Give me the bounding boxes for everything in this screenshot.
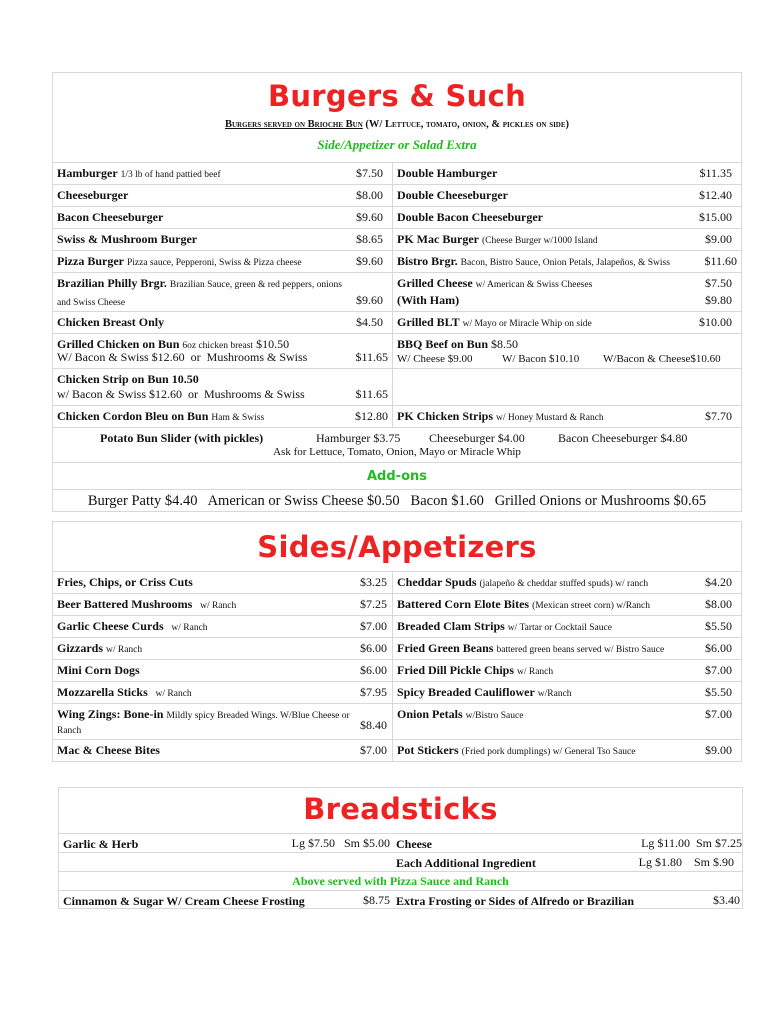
item-desc: w/ Ranch: [517, 667, 554, 677]
item-option: (With Ham): [397, 293, 460, 307]
item-price: $11.35: [699, 166, 732, 180]
item-price: $7.00: [705, 663, 732, 677]
item-name: Wing Zings: Bone-in: [57, 707, 164, 721]
item-name: Potato Bun Slider (with pickles): [100, 431, 264, 445]
item-price: Lg $7.50 Sm $5.00: [291, 836, 390, 850]
menu-item-cheese-bread: [392, 834, 742, 852]
item-name: Grilled BLT: [397, 315, 460, 329]
menu-item-hamburger: [53, 163, 392, 184]
slider-option: Bacon Cheeseburger $4.80: [558, 431, 688, 445]
menu-item-chicken-strip-bun: [53, 369, 392, 405]
breadsticks-section: [58, 787, 743, 909]
menu-row: [53, 184, 741, 206]
item-option: W/ Bacon & Swiss $12.60 or Mushrooms & Swiss: [57, 350, 308, 364]
menu-item-double-cheeseburger: [392, 185, 741, 206]
menu-item-beer-mushrooms: [53, 594, 392, 615]
menu-row: [59, 852, 742, 871]
burgers-section: [52, 72, 742, 512]
item-name: Double Hamburger: [397, 166, 498, 180]
item-name: Bistro Brgr.: [397, 254, 458, 268]
menu-item-cordon-bleu: [53, 406, 392, 427]
item-name: Fried Green Beans: [397, 641, 494, 655]
menu-item-pickle-chips: [392, 660, 741, 681]
item-desc: (Cheese Burger w/1000 Island: [481, 236, 598, 246]
item-name: Grilled Chicken on Bun: [57, 337, 180, 351]
item-name: Chicken Breast Only: [57, 315, 165, 329]
item-desc: Mildly spicy Breaded Wings. W/Blue Cheese or: [166, 711, 350, 721]
item-name: Cinnamon & Sugar W/ Cream Cheese Frosting: [63, 894, 305, 908]
item-name: Cheddar Spuds: [397, 575, 477, 589]
item-desc: w/ Tartar or Cocktail Sauce: [507, 623, 612, 633]
item-name: Mini Corn Dogs: [57, 663, 140, 677]
item-desc: w/ Honey Mustard & Ranch: [496, 413, 604, 423]
item-price: $5.50: [705, 685, 732, 699]
sides-title: Sides/Appetizers: [257, 530, 537, 564]
item-name: PK Mac Burger: [397, 232, 479, 246]
addons-title: Add-ons: [367, 469, 427, 484]
addons-header-row: [53, 462, 741, 489]
item-price: $3.40: [713, 893, 740, 907]
item-name: Garlic & Herb: [63, 837, 139, 851]
item-desc: (jalapeño & cheddar stuffed spuds) w/ ranch: [479, 579, 649, 589]
item-name: Brazilian Philly Brgr.: [57, 276, 167, 290]
item-name: Bacon Cheeseburger: [57, 210, 164, 224]
item-desc-cont: and Swiss Cheese: [57, 298, 126, 308]
menu-item-bacon-cheeseburger: [53, 207, 392, 228]
menu-item-pk-mac-burger: [392, 229, 741, 250]
item-desc: w/ Mayo or Miracle Whip on side: [462, 319, 592, 329]
menu-row: [53, 593, 741, 615]
menu-item-additional-ingredient: [392, 853, 742, 871]
item-price: $7.00: [360, 619, 387, 633]
item-desc: battered green beans served w/ Bistro Sauce: [496, 645, 665, 655]
item-option-price: $11.65: [355, 387, 388, 401]
menu-item-mozzarella-sticks: [53, 682, 392, 703]
item-price: $8.65: [356, 232, 383, 246]
item-desc: w/Ranch: [537, 689, 572, 699]
menu-item-cheddar-spuds: [392, 572, 741, 593]
item-name: Chicken Cordon Bleu on Bun: [57, 409, 209, 423]
menu-item-wing-zings: [53, 704, 392, 739]
item-option: W/Bacon & Cheese$10.60: [603, 353, 721, 365]
item-price: $9.00: [705, 743, 732, 757]
breadsticks-note: Above served with Pizza Sauce and Ranch: [292, 874, 509, 888]
item-name: Fries, Chips, or Criss Cuts: [57, 575, 193, 589]
item-price: $8.75: [363, 893, 390, 907]
item-desc: (Mexican street corn) w/Ranch: [532, 601, 651, 611]
menu-item-garlic-herb: [59, 834, 392, 852]
item-name: Mozzarella Sticks: [57, 685, 148, 699]
item-name: Grilled Cheese: [397, 276, 473, 290]
item-price: $9.60: [356, 210, 383, 224]
slider-note: Ask for Lettuce, Tomato, Onion, Mayo or Miracle Whip: [273, 446, 521, 458]
item-price: $8.50: [491, 337, 519, 351]
menu-item-cheese-curds: [53, 616, 392, 637]
item-name: Mac & Cheese Bites: [57, 743, 160, 757]
item-name: Fried Dill Pickle Chips: [397, 663, 514, 677]
side-extra-note: Side/Appetizer or Salad Extra: [317, 137, 477, 152]
menu-item-grilled-cheese: [392, 273, 741, 311]
menu-item-double-bacon-cheeseburger: [392, 207, 741, 228]
toppings-note: (W/ Lettuce, tomato, onion, & pickles on side): [365, 119, 570, 130]
menu-item-gizzards: [53, 638, 392, 659]
burgers-subtitle: [53, 119, 741, 130]
item-option-price: $9.80: [705, 293, 732, 307]
empty-cell: [392, 369, 741, 405]
menu-row: [59, 833, 742, 852]
item-price: $9.60: [356, 254, 383, 268]
menu-row: [53, 659, 741, 681]
item-name: Extra Frosting or Sides of Alfredo or Brazilian: [396, 894, 635, 908]
menu-row: [53, 637, 741, 659]
item-price: Lg $1.80 Sm $.90: [638, 855, 734, 869]
menu-row: [53, 571, 741, 593]
item-desc-cont: Ranch: [57, 726, 82, 736]
item-price: $7.25: [360, 597, 387, 611]
menu-row: [53, 206, 741, 228]
item-price: $10.50: [256, 337, 290, 351]
item-option: W/ Cheese $9.00: [397, 353, 473, 365]
item-desc: w/ Ranch: [166, 623, 208, 633]
menu-item-slider: [100, 431, 263, 446]
item-desc: Bacon, Bistro Sauce, Onion Petals, Jalapeños, & Swiss: [460, 258, 670, 268]
item-price: $8.00: [356, 188, 383, 202]
item-name: Double Cheeseburger: [397, 188, 508, 202]
slider-option: Hamburger $3.75: [316, 431, 401, 445]
menu-item-clam-strips: [392, 616, 741, 637]
item-desc: Brazilian Sauce, green & red peppers, onions: [169, 280, 342, 290]
menu-item-grilled-blt: [392, 312, 741, 333]
menu-row: [53, 250, 741, 272]
menu-item-pizza-burger: [53, 251, 392, 272]
item-name: Gizzards: [57, 641, 103, 655]
menu-row: [53, 228, 741, 250]
menu-row: [53, 368, 741, 405]
item-name: Spicy Breaded Cauliflower: [397, 685, 535, 699]
item-price: $11.60: [704, 254, 737, 268]
item-desc: w/ American & Swiss Cheeses: [475, 280, 593, 290]
item-price: $6.00: [705, 641, 732, 655]
addons-row: [53, 489, 741, 515]
burgers-title: Burgers & Such: [267, 79, 527, 113]
item-desc: (Fried pork dumplings) w/ General Tso Sauce: [461, 747, 636, 757]
item-price: $8.00: [705, 597, 732, 611]
item-name: Cheese: [396, 837, 432, 851]
menu-item-onion-petals: [392, 704, 741, 739]
item-option-price: $11.65: [355, 350, 388, 364]
note-row: [59, 871, 742, 890]
item-name: Double Bacon Cheeseburger: [397, 210, 543, 224]
item-desc: Pizza sauce, Pepperoni, Swiss & Pizza cheese: [126, 258, 302, 268]
menu-row: [53, 703, 741, 739]
item-price: $4.20: [705, 575, 732, 589]
menu-item-cheeseburger: [53, 185, 392, 206]
addons-list: Burger Patty $4.40 American or Swiss Cheese $0.50 Bacon $1.60 Grilled Onions or Mushrooms $0.65: [87, 493, 707, 509]
item-price: $6.00: [360, 641, 387, 655]
menu-item-mini-corn-dogs: [53, 660, 392, 681]
item-option: w/ Bacon & Swiss $12.60 or Mushrooms & Swiss: [57, 387, 305, 401]
menu-item-pot-stickers: [392, 740, 741, 761]
item-name: BBQ Beef on Bun: [397, 337, 489, 351]
menu-item-brazilian-philly: [53, 273, 392, 311]
item-desc: 1/3 lb of hand pattied beef: [120, 170, 221, 180]
item-price: $10.00: [699, 315, 732, 329]
breadsticks-title: Breadsticks: [303, 792, 498, 826]
menu-row: [53, 681, 741, 703]
menu-item-bistro-burger: [392, 251, 741, 272]
item-price: $9.60: [356, 293, 383, 307]
item-name: Garlic Cheese Curds: [57, 619, 164, 633]
item-price: $7.50: [705, 276, 732, 290]
item-name: Breaded Clam Strips: [397, 619, 505, 633]
menu-item-chicken-breast: [53, 312, 392, 333]
item-desc: w/Bistro Sauce: [465, 711, 524, 721]
item-price: $7.00: [360, 743, 387, 757]
item-name: Cheeseburger: [57, 188, 129, 202]
item-price: $15.00: [699, 210, 732, 224]
item-price: 10.50: [171, 372, 199, 386]
menu-item-cinnamon-sugar: [59, 891, 392, 909]
menu-row: [53, 333, 741, 368]
menu-row: [53, 405, 741, 427]
menu-row: [53, 739, 741, 761]
item-price: $4.50: [356, 315, 383, 329]
menu-item-grilled-chicken: [53, 334, 392, 368]
item-name: Beer Battered Mushrooms: [57, 597, 193, 611]
menu-item-corn-elote: [392, 594, 741, 615]
item-desc: w/ Ranch: [195, 601, 237, 611]
menu-row: [53, 615, 741, 637]
item-name: Onion Petals: [397, 707, 463, 721]
menu-item-fries: [53, 572, 392, 593]
menu-item-bbq-beef: [392, 334, 741, 368]
menu-item-green-beans: [392, 638, 741, 659]
menu-row: [53, 162, 741, 184]
menu-item-swiss-mushroom: [53, 229, 392, 250]
menu-row: [53, 427, 741, 462]
item-price: $9.00: [705, 232, 732, 246]
item-price: $5.50: [705, 619, 732, 633]
item-name: Pot Stickers: [397, 743, 459, 757]
menu-item-extra-frosting: [392, 891, 742, 909]
menu-row: [53, 311, 741, 333]
slider-option: Cheeseburger $4.00: [429, 431, 525, 445]
item-price: $12.40: [699, 188, 732, 202]
item-desc: w/ Ranch: [106, 645, 143, 655]
menu-item-double-hamburger: [392, 163, 741, 184]
item-name: Chicken Strip on Bun: [57, 372, 169, 386]
item-name: PK Chicken Strips: [397, 409, 494, 423]
item-price: $7.00: [705, 707, 732, 721]
item-price: $6.00: [360, 663, 387, 677]
item-price: $7.50: [356, 166, 383, 180]
sides-section: [52, 521, 742, 762]
item-name: Each Additional Ingredient: [396, 856, 536, 870]
item-price: Lg $11.00 Sm $7.25: [641, 836, 742, 850]
item-desc: 6oz chicken breast: [182, 341, 254, 351]
item-price: $7.95: [360, 685, 387, 699]
item-name: Pizza Burger: [57, 254, 124, 268]
menu-item-cauliflower: [392, 682, 741, 703]
item-price: $3.25: [360, 575, 387, 589]
item-desc: Ham & Swiss: [211, 413, 265, 423]
item-price: $7.70: [705, 409, 732, 423]
item-name: Hamburger: [57, 166, 118, 180]
item-name: Battered Corn Elote Bites: [397, 597, 530, 611]
item-name: Swiss & Mushroom Burger: [57, 232, 198, 246]
item-price: $12.80: [355, 409, 388, 423]
brioche-note: Burgers served on Brioche Bun: [224, 119, 363, 130]
item-option: W/ Bacon $10.10: [502, 353, 580, 365]
item-price: $8.40: [360, 718, 387, 732]
item-desc: w/ Ranch: [150, 689, 192, 699]
menu-item-mac-cheese-bites: [53, 740, 392, 761]
menu-row: [59, 890, 742, 909]
menu-row: [53, 272, 741, 311]
menu-item-pk-chicken-strips: [392, 406, 741, 427]
